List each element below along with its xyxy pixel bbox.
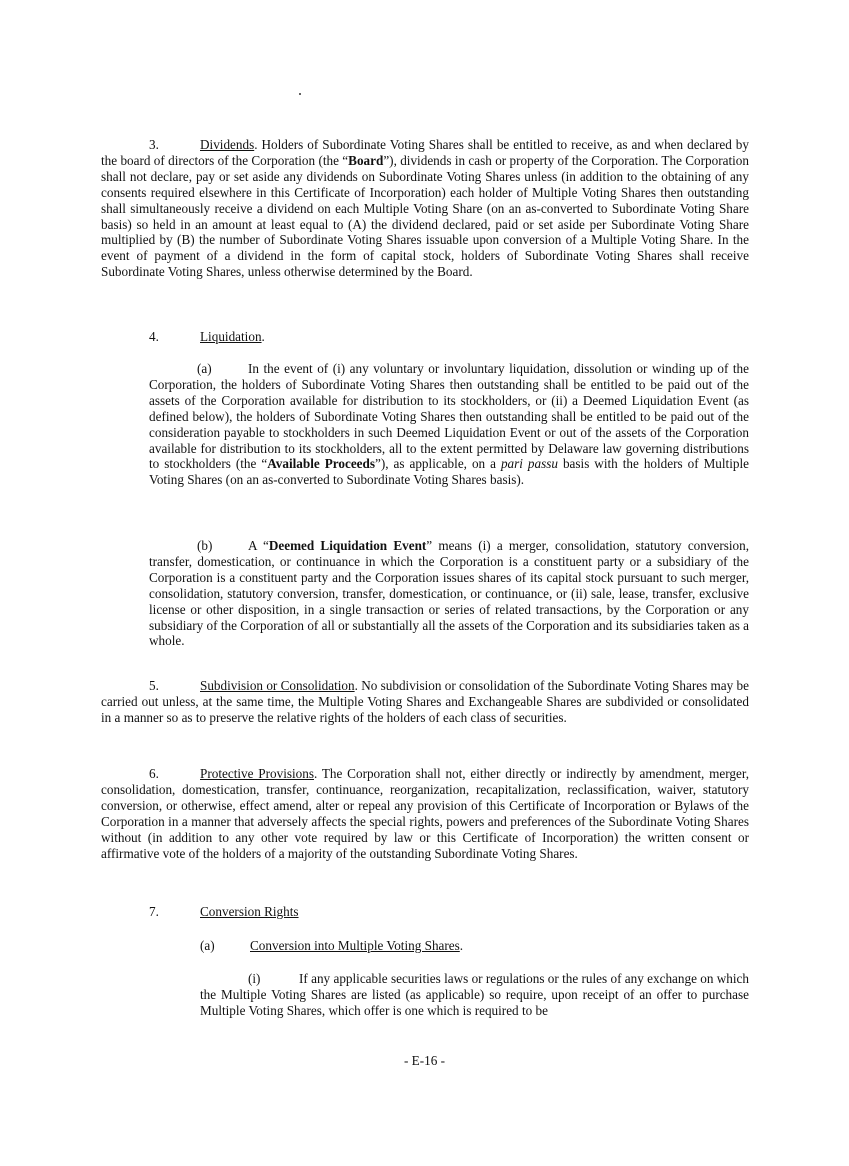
scan-speck	[299, 93, 301, 95]
section-title: Subdivision or Consolidation	[200, 678, 355, 693]
section-number: 6.	[149, 766, 159, 781]
section-4-heading: 4. Liquidation.	[149, 329, 265, 344]
subsection-number: (a)	[197, 361, 212, 376]
section-7a-i-paragraph: (i) If any applicable securities laws or regulations or the rules of any exchange on which the Multiple Voting Shares are listed (as applicable) so require, upon receipt of an offer to purchase Multiple Voting Shares, which offer is one which is required to be	[200, 971, 749, 1018]
subsection-number: (a)	[200, 938, 215, 953]
subsection-number: (b)	[197, 538, 213, 553]
section-number: 7.	[149, 904, 159, 919]
defined-term: Deemed Liquidation Event	[268, 538, 427, 553]
section-3-dividends: 3. Dividends. Holders of Subordinate Voting Shares shall be entitled to receive, as and when declared by the board of directors of the Corporation (the “Board”), dividends in cash or property of the Corporation. The Corporation shall not declare, pay or set aside any dividends on Subordinate Voting Shares unless (in addition to the obtaining of any consents required elsewhere in this Certificate of Incorporation) each holder of Multiple Voting Shares then outstanding shall simultaneously receive a dividend on each Multiple Voting Share (on an as-converted to Subordinate Voting Share basis) so held in an amount at least equal to (A) the dividend declared, paid or set aside per Subordinate Voting Share multiplied by (B) the number of Subordinate Voting Shares issuable upon conversion of a Multiple Voting Share. In the event of payment of a dividend in the form of capital stock, holders of Subordinate Voting Shares shall receive Subordinate Voting Shares, unless otherwise determined by the Board.	[101, 137, 749, 280]
section-7-heading	[149, 904, 299, 920]
section-4b-paragraph: (b) A “Deemed Liquidation Event” means (i) a merger, consolidation, statutory conversion, transfer, domestication, or continuance in which the Corporation is a constituent party or a subsidiary of the Corporation is a constituent party and the Corporation issues shares of its capital stock pursuant to such merger, consolidation, statutory conversion, transfer, domestication, or continuance, or (ii) sale, lease, transfer, exclusive license or other disposition, in a single transaction or series of related transactions, by the Corporation or any subsidiary of the Corporation of all or substantially all the assets of the Corporation and its subsidiaries taken as a whole.	[149, 538, 749, 649]
section-title: Conversion Rights	[200, 904, 299, 919]
section-number: 3.	[149, 137, 159, 152]
section-7a-heading: (a) Conversion into Multiple Voting Shares.	[200, 938, 464, 953]
defined-term: Board	[348, 152, 384, 168]
section-4a-paragraph: (a) In the event of (i) any voluntary or involuntary liquidation, dissolution or winding up of the Corporation, the holders of Subordinate Voting Shares then outstanding shall be entitled to be paid out of the assets of the Corporation available for distribution to its stockholders, or (ii) a Deemed Liquidation Event (as defined below), the holders of Subordinate Voting Shares then outstanding shall be entitled to be paid out of the consideration payable to stockholders in such Deemed Liquidation Event or out of the assets of the Corporation available for distribution to its stockholders, all to the extent permitted by Delaware law governing distributions to stockholders (the “Available Proceeds”), as applicable, on a pari passu basis with the holders of Multiple Voting Shares (on an as-converted to Subordinate Voting Shares basis).	[149, 361, 750, 488]
section-5-subdivision: 5. Subdivision or Consolidation. No subdivision or consolidation of the Subordinate Voting Shares may be carried out unless, at the same time, the Multiple Voting Shares and Exchangeable Shares are subdivided or consolidated in a manner so as to preserve the relative rights of the holders of each class of securities.	[101, 678, 749, 725]
section-6-protective-provisions: 6. Protective Provisions. The Corporation shall not, either directly or indirectly by amendment, merger, consolidation, domestication, transfer, continuance, reorganization, recapitalization, reclassification, waiver, statutory conversion, or otherwise, effect amend, alter or repeal any provision of this Certificate of Incorporation or Bylaws of the Corporation in a manner that adversely affects the special rights, powers and preferences of the Subordinate Voting Shares without (in addition to any other vote required by law or this Certificate of Incorporation) the written consent or affirmative vote of the holders of a majority of the outstanding Subordinate Voting Shares.	[101, 766, 749, 861]
defined-term: Available Proceeds	[267, 456, 375, 472]
section-title: Dividends	[200, 137, 255, 152]
page-number: - E-16 -	[403, 1053, 445, 1068]
section-number: 5.	[149, 678, 159, 693]
clause-number: (i)	[248, 971, 261, 986]
section-title: Protective Provisions	[200, 766, 314, 781]
section-title: Liquidation	[200, 329, 262, 344]
section-number: 4.	[149, 329, 159, 344]
subsection-title: Conversion into Multiple Voting Shares	[250, 938, 460, 953]
